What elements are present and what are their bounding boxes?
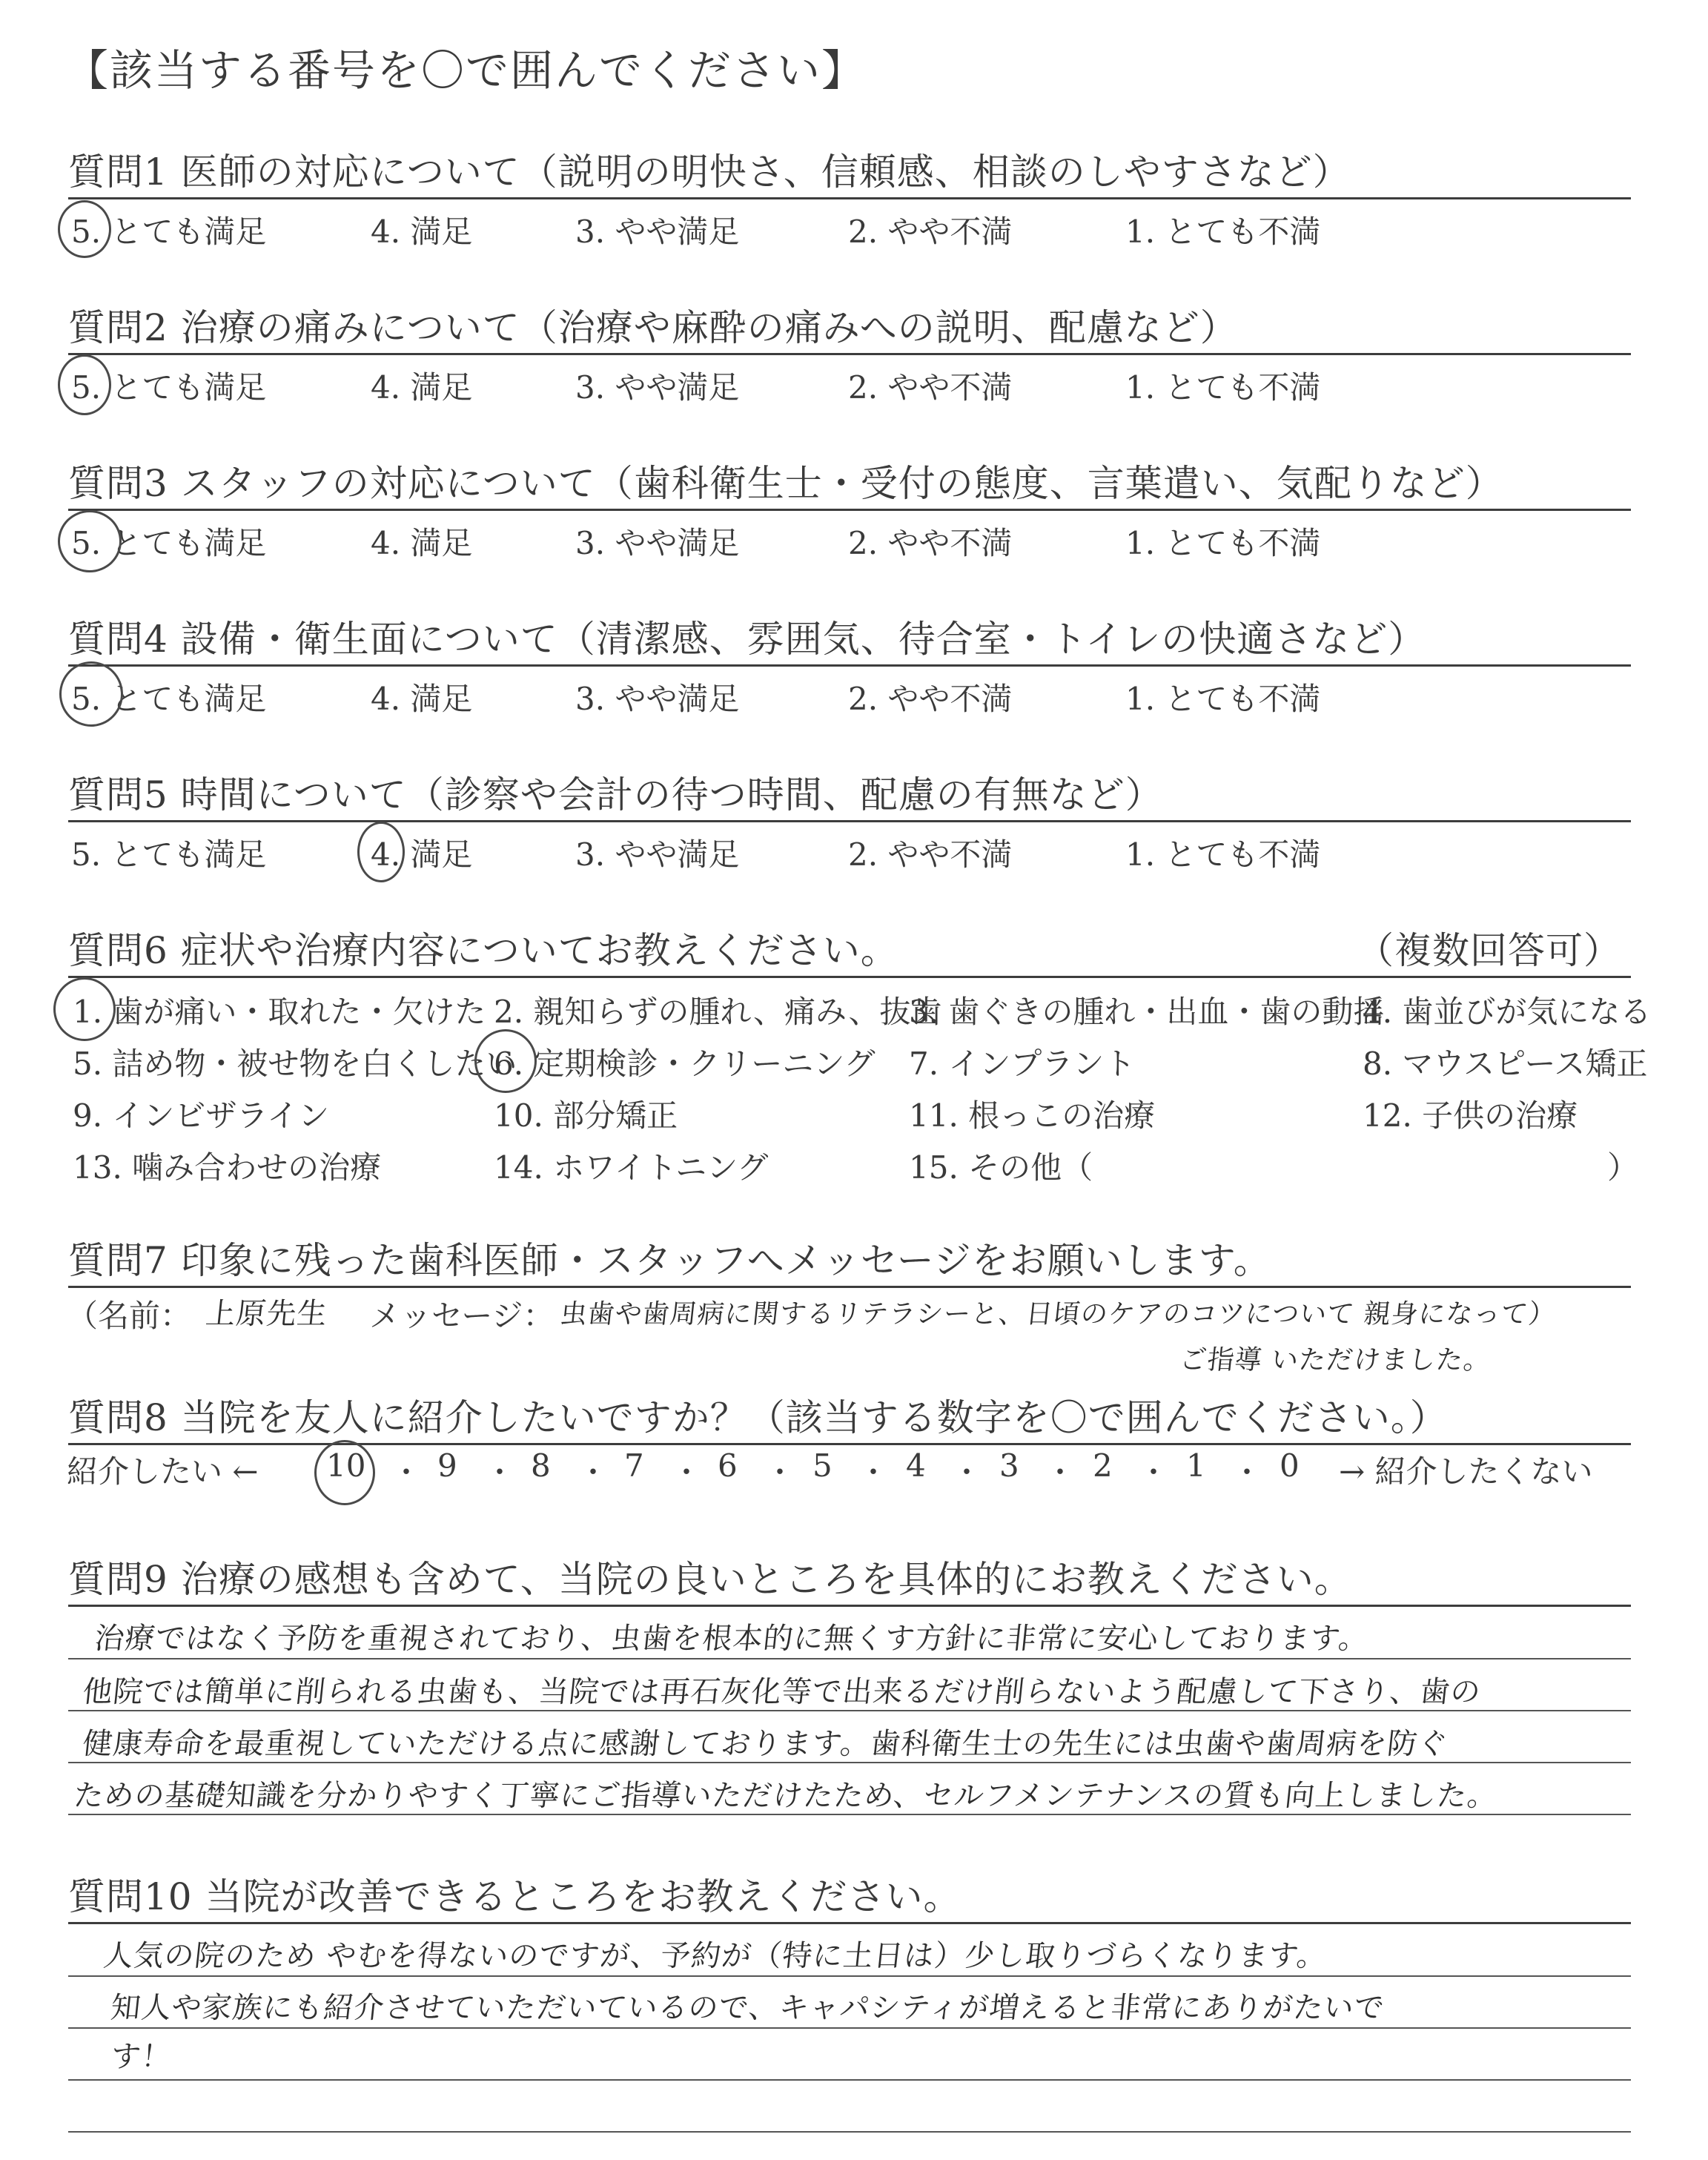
q8-selection-circle — [314, 1440, 375, 1505]
question-9-title: 質問9 治療の感想も含めて、当院の良いところを具体的にお教えください。 — [68, 1558, 1352, 1601]
q3-option-5[interactable]: 5. とても満足 — [71, 525, 267, 561]
q6-selection-circle-1 — [53, 977, 116, 1041]
q5-selection-circle — [357, 822, 405, 882]
q6-option-6[interactable]: 6. 定期検診・クリーニング — [494, 1046, 875, 1082]
q4-option-5[interactable]: 5. とても満足 — [71, 681, 267, 717]
q2-selection-circle — [58, 354, 111, 415]
question-10-title: 質問10 当院が改善できるところをお教えください。 — [68, 1875, 961, 1918]
question-6-rule — [68, 976, 1631, 978]
q8-separator: ・ — [1232, 1456, 1262, 1490]
q4-option-1[interactable]: 1. とても不満 — [1125, 681, 1321, 717]
question-10-rule — [68, 1922, 1631, 1924]
q1-selection-circle — [58, 200, 111, 258]
q8-number-5[interactable]: 5 — [812, 1447, 833, 1484]
q8-number-6[interactable]: 6 — [718, 1447, 738, 1484]
q10-writing-line — [68, 2027, 1631, 2029]
q8-number-2[interactable]: 2 — [1093, 1447, 1113, 1484]
q2-option-4[interactable]: 4. 満足 — [371, 369, 473, 406]
q8-separator: ・ — [858, 1456, 888, 1490]
q7-name-value[interactable]: 上原先生 — [204, 1297, 330, 1331]
q8-separator: ・ — [1139, 1456, 1168, 1490]
question-5-rule — [68, 820, 1631, 822]
q6-option-4[interactable]: 4. 歯並びが気になる — [1363, 994, 1652, 1030]
q3-option-2[interactable]: 2. やや不満 — [848, 525, 1013, 561]
q6-option-3[interactable]: 3. 歯ぐきの腫れ・出血・歯の動揺 — [909, 994, 1385, 1030]
q4-option-3[interactable]: 3. やや満足 — [575, 681, 740, 717]
q1-option-1[interactable]: 1. とても不満 — [1125, 214, 1321, 250]
q8-number-0[interactable]: 0 — [1280, 1447, 1300, 1484]
q1-option-2[interactable]: 2. やや不満 — [848, 214, 1013, 250]
q6-option-2[interactable]: 2. 親知らずの腫れ、痛み、抜歯 — [494, 994, 942, 1030]
q8-number-8[interactable]: 8 — [531, 1447, 551, 1484]
q10-answer-line-3[interactable]: す！ — [109, 2040, 174, 2074]
q8-separator: ・ — [578, 1456, 608, 1490]
q7-name-label: （名前： — [67, 1298, 192, 1334]
question-6-note: （複数回答可） — [1357, 929, 1621, 972]
q10-writing-line — [68, 1975, 1631, 1977]
q2-option-2[interactable]: 2. やや不満 — [848, 369, 1013, 406]
q6-option-15-close: ） — [1607, 1149, 1639, 1186]
question-4-title: 質問4 設備・衛生面について（清潔感、雰囲気、待合室・トイレの快適さなど） — [68, 618, 1426, 661]
page-heading: 【該当する番号を〇で囲んでください】 — [65, 45, 867, 96]
q5-option-5[interactable]: 5. とても満足 — [71, 836, 267, 873]
question-9-rule — [68, 1605, 1631, 1607]
q2-option-5[interactable]: 5. とても満足 — [71, 369, 267, 406]
question-3-title: 質問3 スタッフの対応について（歯科衛生士・受付の態度、言葉遣い、気配りなど） — [68, 462, 1503, 505]
q9-answer-line-4[interactable]: ための基礎知識を分かりやすく丁寧にご指導いただけたため、セルフメンテナンスの質も向上しました。 — [72, 1779, 1500, 1813]
question-1-rule — [68, 197, 1631, 199]
q5-option-2[interactable]: 2. やや不満 — [848, 836, 1013, 873]
q8-number-3[interactable]: 3 — [999, 1447, 1019, 1484]
q9-answer-line-2[interactable]: 他院では簡単に削られる虫歯も、当院では再石灰化等で出来るだけ削らないよう配慮して下さり、歯の — [81, 1675, 1483, 1709]
q2-option-1[interactable]: 1. とても不満 — [1125, 369, 1321, 406]
q6-option-14[interactable]: 14. ホワイトニング — [494, 1149, 769, 1186]
q8-separator: ・ — [485, 1456, 514, 1490]
q9-writing-line — [68, 1658, 1631, 1659]
q6-option-7[interactable]: 7. インプラント — [909, 1046, 1136, 1082]
q8-separator: ・ — [952, 1456, 982, 1490]
q1-option-3[interactable]: 3. やや満足 — [575, 214, 740, 250]
question-1-title: 質問1 医師の対応について（説明の明快さ、信頼感、相談のしやすさなど） — [68, 151, 1351, 194]
q4-selection-circle — [59, 661, 123, 727]
q8-separator: ・ — [391, 1456, 421, 1490]
q7-message-line-2[interactable]: ご指導 いただけました。 — [1178, 1345, 1493, 1375]
q5-option-4[interactable]: 4. 満足 — [371, 836, 473, 873]
question-8-title: 質問8 当院を友人に紹介したいですか？（該当する数字を〇で囲んでください。） — [68, 1396, 1448, 1439]
q8-separator: ・ — [672, 1456, 701, 1490]
q10-answer-line-1[interactable]: 人気の院のため やむを得ないのですが、予約が（特に土日は）少し取りづらくなります。 — [102, 1939, 1329, 1973]
question-7-rule — [68, 1286, 1631, 1288]
q1-option-4[interactable]: 4. 満足 — [371, 214, 473, 250]
q6-option-15[interactable]: 15. その他（ — [909, 1149, 1093, 1186]
q6-option-12[interactable]: 12. 子供の治療 — [1363, 1097, 1578, 1134]
q6-option-9[interactable]: 9. インビザライン — [73, 1097, 330, 1134]
q8-left-label: 紹介したい ← — [67, 1453, 259, 1490]
q4-option-4[interactable]: 4. 満足 — [371, 681, 473, 717]
q9-answer-line-3[interactable]: 健康寿命を最重視していただける点に感謝しております。歯科衛生士の先生には虫歯や歯周病を防ぐ — [81, 1727, 1450, 1761]
q3-option-1[interactable]: 1. とても不満 — [1125, 525, 1321, 561]
q8-number-4[interactable]: 4 — [906, 1447, 926, 1484]
q6-selection-circle-6 — [474, 1029, 537, 1093]
q9-answer-line-1[interactable]: 治療ではなく予防を重視されており、虫歯を根本的に無くす方針に非常に安心しております。 — [93, 1622, 1371, 1656]
q2-option-3[interactable]: 3. やや満足 — [575, 369, 740, 406]
q7-message-label: メッセージ： — [369, 1298, 555, 1334]
question-2-title: 質問2 治療の痛みについて（治療や麻酔の痛みへの説明、配慮など） — [68, 306, 1238, 349]
q6-option-13[interactable]: 13. 噛み合わせの治療 — [73, 1149, 382, 1186]
q3-option-3[interactable]: 3. やや満足 — [575, 525, 740, 561]
q10-writing-line — [68, 2131, 1631, 2133]
q8-number-9[interactable]: 9 — [437, 1447, 457, 1484]
q6-option-8[interactable]: 8. マウスピース矯正 — [1363, 1046, 1648, 1082]
q8-separator: ・ — [765, 1456, 795, 1490]
q7-message-line-1[interactable]: 虫歯や歯周病に関するリテラシーと、日頃のケアのコツについて 親身になって） — [558, 1299, 1558, 1330]
q8-right-label: → 紹介したくない — [1339, 1453, 1593, 1490]
q10-answer-line-2[interactable]: 知人や家族にも紹介させていただいているので、キャパシティが増えると非常にありがたいで — [109, 1991, 1387, 2025]
q5-option-1[interactable]: 1. とても不満 — [1125, 836, 1321, 873]
q1-option-5[interactable]: 5. とても満足 — [71, 214, 267, 250]
question-7-title: 質問7 印象に残った歯科医師・スタッフへメッセージをお願いします。 — [68, 1239, 1271, 1282]
question-2-rule — [68, 353, 1631, 355]
question-6-title: 質問6 症状や治療内容についてお教えください。 — [68, 929, 898, 972]
question-5-title: 質問5 時間について（診察や会計の待つ時間、配慮の有無など） — [68, 773, 1163, 816]
q8-number-7[interactable]: 7 — [624, 1447, 644, 1484]
q6-option-1[interactable]: 1. 歯が痛い・取れた・欠けた — [73, 994, 486, 1030]
q8-number-1[interactable]: 1 — [1186, 1447, 1206, 1484]
q6-option-5[interactable]: 5. 詰め物・被せ物を白くしたい — [73, 1046, 517, 1082]
q3-selection-circle — [58, 510, 122, 572]
q3-option-4[interactable]: 4. 満足 — [371, 525, 473, 561]
q8-separator: ・ — [1045, 1456, 1075, 1490]
question-8-rule — [68, 1443, 1631, 1445]
q6-option-10[interactable]: 10. 部分矯正 — [494, 1097, 678, 1134]
q5-option-3[interactable]: 3. やや満足 — [575, 836, 740, 873]
q6-option-11[interactable]: 11. 根っこの治療 — [909, 1097, 1156, 1134]
question-4-rule — [68, 664, 1631, 667]
q8-number-10[interactable]: 10 — [326, 1447, 366, 1484]
question-3-rule — [68, 509, 1631, 511]
q4-option-2[interactable]: 2. やや不満 — [848, 681, 1013, 717]
q10-writing-line — [68, 2079, 1631, 2081]
